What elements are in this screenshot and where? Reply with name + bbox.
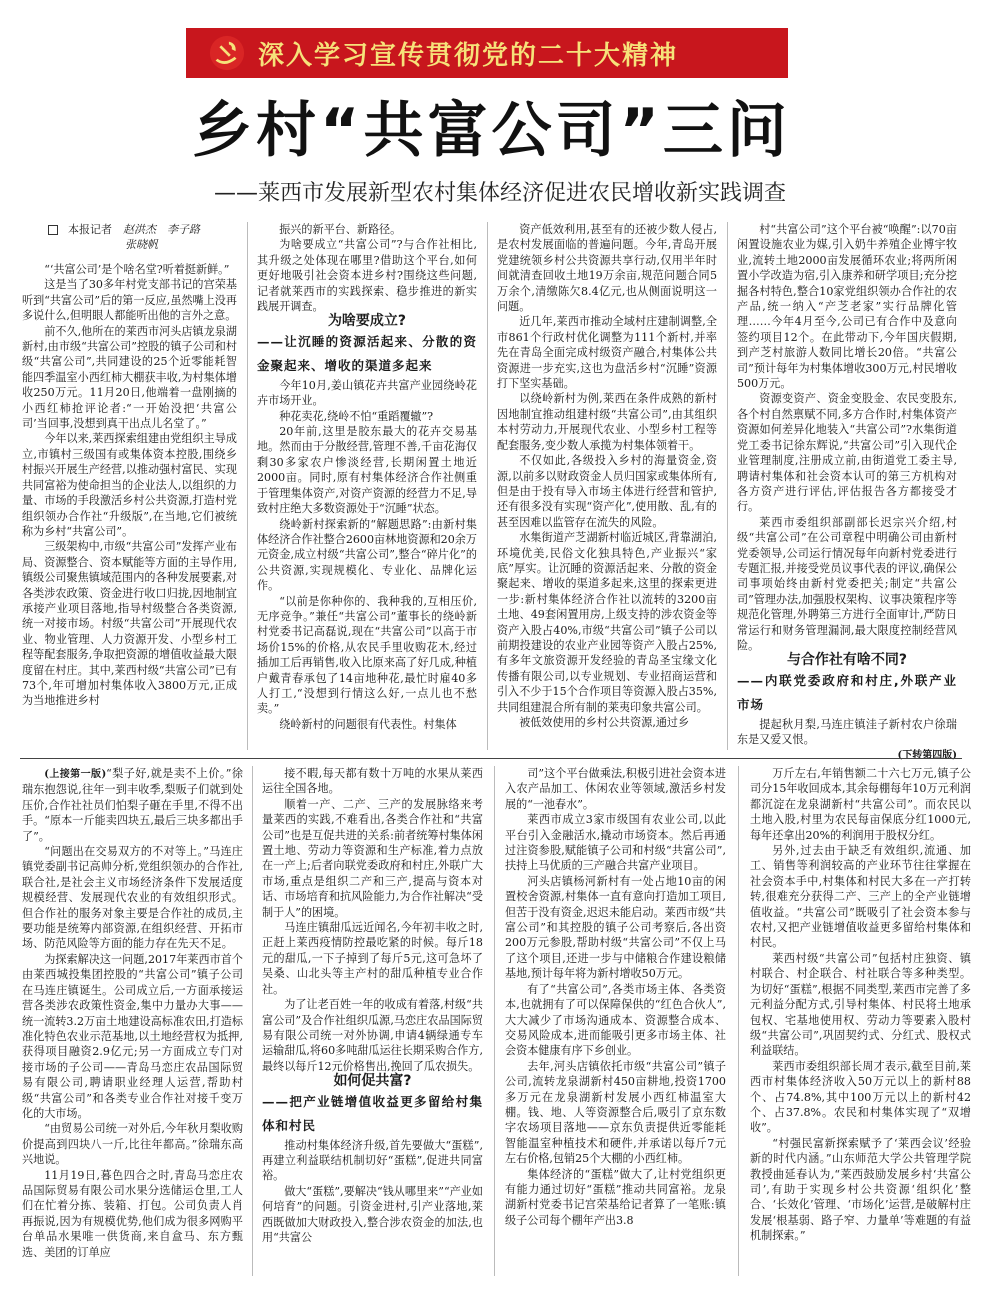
section-subtitle-2: ——内联党委政府和村庄,外联产业市场 bbox=[737, 672, 957, 712]
paragraph: “村强民富新探索赋予了‘莱西会议’经验新的时代内涵。”山东师范大学公共管理学院教授曲延春认为,“莱西鼓励发展乡村‘共富公司’,有助于实现乡村公共资源‘组织化’整合、‘长效化’管理、‘市场化’运营,是破解村庄发展‘根基弱、路子窄、力量单’等难题的有益机制探索。” bbox=[750, 1136, 971, 1243]
paragraph: 做大“蛋糕”,要解决“钱从哪里来”“产业如何培育”的问题。引资金进村,引产业落地,莱西既做加大财政投入,整合涉农资金的加法,也用“共富公 bbox=[262, 1184, 483, 1244]
paragraph: 绕岭新村探索新的“解题思路”:由新村集体经济合作社整合2600亩林地资源和20余万元资金,成立村级“共富公司”,整合“碎片化”的公共资源,实现规模化、专业化、品牌化运作。 bbox=[257, 517, 477, 593]
paragraph: 不仅如此,各级投入乡村的海量资金,资源,以前多以财政资金人员归国家或集体所有,但是由于投有导入市场主体进行经营和管护,还有很多没有实现“资产化”,使用散、乱,有的甚至因难以监管存在流失的风险。 bbox=[497, 454, 717, 529]
paragraph-group bbox=[22, 766, 243, 1260]
paragraph: 莱西市成立3家市级国有农业公司,以此平台引入金融活水,撬动市场资本。然后再通过注资参股,赋能镇子公司和村级“共富公司”,扶持上马优质的三产融合共富产业项目。 bbox=[505, 813, 726, 873]
paragraph: 有了“共富公司”,各类市场主体、各类资本,也就拥有了可以保障保供的“红色合伙人”,大大减少了市场沟通成本、资源整合成本、交易风险成本,进而能吸引更多市场主体、社会资本健康有序下乡创业。 bbox=[505, 982, 726, 1058]
column-rule bbox=[487, 222, 488, 750]
paragraph: “以前是你种你的、我种我的,互相压价,无序竞争。”兼任“共富公司”董事长的绕岭新村党委书记高磊说,现在“共富公司”以高于市场价15%的价格,从农民手里收购花木,经过插加工后再销售,收入比原来高了好几成,种植户戴青春承包了14亩地种花,最忙时雇40多人打工,“没想到行情这么好,一点儿也不愁卖。” bbox=[257, 594, 477, 716]
article-column-4 bbox=[737, 222, 957, 761]
column-rule bbox=[727, 222, 728, 750]
paragraph: 绕岭新村的问题很有代表性。村集体 bbox=[279, 717, 457, 731]
paragraph: 为探索解决这一问题,2017年莱西市首个由莱西城投集团控股的“共富公司”镇子公司在马连庄镇诞生。公司成立后,一方面承接运营各类涉农政策性资金,集中力量办大事——统一流转3.2万亩土地建设高标准农田,打造标准化特色农业示范基地,以土地经营权为抵押,获得项目融资2.9亿元;另一方面成立专门对接市场的子公司——青岛马恋庄农品国际贸易有限公司,聘请职业经理人运营,帮助村级“共富公司”和各类专业合作社对接千变万化的大市场。 bbox=[22, 952, 243, 1120]
paragraph: 另外,过去由于缺乏有效组织,流通、加工、销售等利润较高的产业环节往往掌握在社会资本手中,村集体和村民大多在一产打转转,很难充分获得二产、三产上的全产业链增值收益。“共富公司”既吸引了社会资本参与农村,又把产业链增值收益更多留给村集体和村民。 bbox=[750, 844, 971, 950]
paragraph: 马连庄镇甜瓜远近闻名,今年初丰收之时,正赶上莱西疫情防控最吃紧的时候。每斤18元的甜瓜,一下子掉到了每斤5元,这可急坏了吴桑、山北头等主产村的甜瓜种植专业合作社。 bbox=[262, 921, 483, 996]
article-column-8 bbox=[750, 766, 971, 1276]
byline-label: 本报记者 bbox=[68, 223, 112, 236]
paragraph: 为了让老百姓一年的收成有着落,村级“共富公司”及合作社组织瓜源,马恋庄农品国际贸易有限公司统一对外协调,申请4辆绿通专车运输甜瓜,将60多吨甜瓜运往长期采购合作方,最终以每斤12元价格售出,挽回了瓜农损失。 bbox=[262, 998, 483, 1073]
paragraph: 以绕岭新村为例,莱西在条件成熟的新村因地制宜推动组建村级“共富公司”,由其组织本村劳动力,开展现代农业、小型乡村工程等配套服务,变少数人承揽为村集体领着干。 bbox=[497, 392, 717, 452]
paragraph: 莱西市委组织部长周才表示,截至目前,莱西市村集体经济收入50万元以上的新村88个、占74.8%,其中100万元以上的新村42个、占37.8%。农民和村集体实现了“双增收”。 bbox=[750, 1059, 971, 1135]
paragraph-group bbox=[737, 717, 957, 748]
paragraph: “由贸易公司统一对外后,今年秋月梨收购价提高到四块八一斤,比往年都高。”徐瑞东高兴地说。 bbox=[22, 1122, 243, 1167]
paragraph: 11月19日,暮色四合之时,青岛马恋庄农品国际贸易有限公司水果分选储运仓里,工人们在忙着分拣、装箱、打包。公司负责人肖再振说,因为有规模优势,他们成为很多网购平台单品水果唯一供货商,来自盒马、东方甄选、美团的订单应 bbox=[22, 1168, 243, 1259]
section-title-3: 如何促共富? bbox=[333, 1073, 412, 1090]
paragraph: 司”这个平台做乘法,积极引进社会资本进入农产品加工、休闲农业等领域,激活乡村发展的“一池春水”。 bbox=[505, 767, 726, 811]
subheadline: ——莱西市发展新型农村集体经济促进农民增收新实践调查 bbox=[213, 181, 786, 206]
section-title-2: 与合作社有啥不同? bbox=[786, 652, 908, 669]
paragraph-text: “梨子好,就是卖不上价。”徐瑞东抱怨说,往年一到丰收季,梨贩子们就到处压价,合作社社员们怕梨子砸在手里,不得不出手。“原本一斤能卖四块五,最后三块多都出手了”。 bbox=[22, 767, 243, 843]
article-column-6 bbox=[262, 766, 483, 1276]
paragraph: “问题出在交易双方的不对等上。”马连庄镇党委副书记高帅分析,党组织领办的合作社,联合社,是社会主义市场经济条件下发展适度规模经营、发展现代农业的有效组织形式。但合作社的服务对象主要是合作社的成员,主要功能是统筹内部资源,在组织经营、开拓市场、防范风险等方面的能力存在先天不足。 bbox=[22, 845, 243, 951]
paragraph-group bbox=[505, 766, 726, 1228]
column-rule bbox=[247, 222, 248, 750]
paragraph: 推动村集体经济升级,首先要做大“蛋糕”,再建立利益联结机制切好“蛋糕”,促进共同富裕。 bbox=[262, 1138, 483, 1183]
section-title-1: 为啥要成立? bbox=[327, 313, 407, 330]
paragraph: 被低效使用的乡村公共资源,通过乡 bbox=[519, 716, 690, 729]
column-rule bbox=[252, 766, 253, 1276]
paragraph-group bbox=[22, 262, 237, 709]
paragraph: 万斤左右,年销售额二十六七万元,镇子公司分15年收回成本,其余每棚每年10万元利润都沉淀在龙泉湖新村“共富公司”。而农民以土地入股,村里为农民每亩保底分红1000元,每年还拿出20%的利润用于股权分红。 bbox=[750, 767, 971, 842]
paragraph: 水集街道产芝湖新村临近城区,背靠湖泊,环境优美,民俗文化独具特色,产业振兴“家底”厚实。让沉睡的资源活起来、分散的资金聚起来、增收的渠道多起来,这里的探索更进一步:新村集体经济合作社以流转的3200亩土地、49套闲置用房,上级支持的涉农资金等资产入股占40%,市级“共富公司”镇子公司以前期投建设的农业产业园等资产入股占25%,有多年文旅资源开发经验的青岛圣宝缘文化传播有限公司,以专业规划、专业招商运营和引入不少于15个合作项目等资源入股占35%,共同组建混合所有制的莱夷印象共富公司。 bbox=[497, 531, 717, 714]
byline-name-3: 张晓帆 bbox=[125, 238, 158, 251]
continued-from-note: (上接第一版) bbox=[44, 769, 107, 780]
article-column-7 bbox=[505, 766, 726, 1276]
banner-text: 深入学习宣传贯彻党的二十大精神 bbox=[258, 40, 679, 71]
paragraph: 莱西村级“共富公司”包括村庄独资、镇村联合、村企联合、村社联合等多种类型。为切好“蛋糕”,根据不同类型,莱西市完善了多元利益分配方式,引导村集体、村民将土地承包权、宅基地使用权、劳动力等要素入股村级“共富公司”,巩固契约式、分红式、股权式利益联结。 bbox=[750, 951, 971, 1058]
headline: 乡村“共富公司”三问 bbox=[192, 96, 791, 166]
paragraph: 资产低效利用,甚至有的还被少数人侵占,是农村发展面临的普遍问题。今年,青岛开展党建统领乡村公共资源共享行动,仅用半年时间就清查回收土地19万余亩,规范问题合同5万余个,清缴陈欠8.4亿元,也从侧面说明这一问题。 bbox=[497, 223, 717, 314]
section-subtitle-1: ——让沉睡的资源活起来、分散的资金聚起来、增收的渠道多起来 bbox=[257, 333, 477, 373]
paragraph: 去年,河头店镇依托市级“共富公司”镇子公司,流转龙泉湖新村450亩耕地,投资1700多万元在龙泉湖新村发展小西红柿温室大棚。钱、地、人等资源整合后,吸引了京东数字农场项目落地——京东负责提供近零能耗智能温室种植技术和硬件,并承诺以每斤7元左右价格,包销25个大棚的小西红柿。 bbox=[505, 1059, 726, 1166]
article-column-3 bbox=[497, 222, 717, 750]
paragraph-group bbox=[262, 766, 483, 1074]
paragraph: 提起秋月梨,马连庄镇洼子新村农户徐瑞东是又爱又恨。 bbox=[737, 717, 957, 747]
paragraph: 三级架构中,市级“共富公司”发挥产业布局、资源整合、资本赋能等方面的主导作用,镇级公司聚焦镇域范围内的各种发展要素,对各类涉农政策、资金进行收口归拢,因地制宜承接产业项目落地,指导村级整合各类资源,统一对接市场。村级“共富公司”开展现代农业、物业管理、人力资源开发、小型乡村工程等配套服务,争取把资源的增值收益最大限度留在村庄。其中,莱西村级“共富公司”已有73个,年可增加村集体收入3800万元,正成为当地推进乡村 bbox=[22, 540, 237, 708]
paragraph: 资源变资产、资金变股金、农民变股东,各个村自然禀赋不同,多方合作时,村集体资产资源如何差异化地装入“共富公司”?水集街道党工委书记徐东辉说,“共富公司”引入现代企业管理制度,注册成立前,由街道党工委主导,聘请村集体和社会资本认可的第三方机构对各方资产进行评估,评估报告各方都接受才行。 bbox=[737, 392, 957, 514]
continued-next-note: (下转第四版) bbox=[897, 749, 957, 761]
byline bbox=[22, 222, 237, 252]
section-subtitle-3: ——把产业链增值收益更多留给村集体和村民 bbox=[262, 1093, 483, 1133]
banner bbox=[186, 28, 788, 78]
paragraph: 20年前,这里是胶东最大的花卉交易基地。然而由于分散经营,管理不善,千亩花海仅剩30多家农户惨淡经营,长期闲置土地近2000亩。同时,原有村集体经济合作社侧重于管理集体资产,对资产资源的经营力不足,导致村庄绝大多数资源处于“沉睡”状态。 bbox=[257, 425, 477, 516]
column-rule bbox=[494, 766, 495, 1276]
paragraph: 村“共富公司”这个平台被“唤醒”:以70亩闲置设施农业为媒,引入奶牛养殖企业博宇牧业,流转土地2000亩发展循环农业;将两所闲置小学改造为宿,引入康养和研学项目;充分挖掘各村特色,整合10家党组织领办合作社的农产品,统一纳入“产芝老家”实行品牌化管理……今年4月至今,公司已有合作中及意向签约项目12个。在此带动下,今年国庆假期,到产芝村旅游人数同比增长20倍。“共富公司”预计每年为村集体增收300万元,村民增收500万元。 bbox=[737, 223, 957, 391]
paragraph: 种花卖花,绕岭不怕“重蹈覆辙”? bbox=[279, 409, 434, 423]
paragraph-group bbox=[262, 1138, 483, 1246]
paragraph: 集体经济的“蛋糕”做大了,让村党组织更有能力通过切好“蛋糕”推动共同富裕。龙泉湖新村党委书记宫荣基给记者算了一笔账:镇级子公司每个棚年产出3.8 bbox=[505, 1167, 726, 1227]
paragraph: 前不久,他所在的莱西市河头店镇龙泉湖新村,由市级“共富公司”控股的镇子公司和村级“共富公司”,共同建设的25个近零能耗智能四季温室小西红柿大棚获丰收,为村集体增收250万元。11月20日,他端着一盘刚摘的小西红柿抢评论者:“一开始没把‘共富公司’当回事,没想到真干出点儿名堂了。” bbox=[22, 324, 237, 431]
paragraph: 顺着一产、二产、三产的发展脉络来考量莱西的实践,不难看出,各类合作社和“共富公司”也是互促共进的关系:前者统筹村集体闲置土地、劳动力等资源和生产标准,着力点放在一产上;后者向联党委政府和村庄,外联广大市场,重点是组织二产和三产,提高与资本对话、市场培育和抗风险能力,为合作社解决“受制于人”的困境。 bbox=[262, 797, 483, 919]
byline-names: 赵洪杰 李子路 bbox=[123, 223, 200, 236]
paragraph-group bbox=[750, 766, 971, 1244]
paragraph-group bbox=[737, 222, 957, 653]
column-rule bbox=[738, 766, 739, 1276]
paragraph: 振兴的新平台、新路径。 bbox=[279, 223, 402, 236]
paragraph-group bbox=[257, 222, 477, 314]
paragraph bbox=[22, 766, 243, 844]
paragraph: “‘共富公司’是个啥名堂?听着挺新鲜。” bbox=[44, 263, 230, 276]
paragraph: 这是当了30多年村党支部书记的宫荣基听到“共富公司”后的第一反应,虽然嘴上没再多说什么,但明眼人都能听出他的言外之意。 bbox=[22, 278, 237, 323]
paragraph-group bbox=[257, 378, 477, 732]
paragraph: 今年以来,莱西探索组建由党组织主导成立,市镇村三级国有或集体资本控股,围绕乡村振兴开展生产经营,以推动强村富民、实现共同富裕为使命担当的企业法人,以组织的力量、市场的手段激活乡村公共资源,打造村党组织领办合作社“升级版”,在当地,它们被统称为乡村“共富公司”。 bbox=[22, 432, 237, 538]
article-column-5 bbox=[22, 766, 243, 1276]
paragraph: 今年10月,姜山镇花卉共富产业园绕岭花卉市场开业。 bbox=[257, 378, 477, 408]
paragraph: 近几年,莱西市推动全域村庄建制调整,全市861个行政村优化调整为111个新村,并率先在青岛全面完成村级资产融合,村集体公共资源进一步充实,这也为盘活乡村“沉睡”资源打下坚实基础。 bbox=[497, 315, 717, 391]
paragraph: 河头店镇杨河新村有一处占地10亩的闲置校舍资源,村集体一直有意向打造加工项目,但苦于没有资金,迟迟未能启动。莱西市级“共富公司”和其控股的镇子公司考察后,各出资200万元参股,帮助村级“共富公司”不仅上马了这个项目,还进一步与中储粮合作建设粮储基地,预计每年将为新村增收50万元。 bbox=[505, 874, 726, 981]
article-column-2 bbox=[257, 222, 477, 750]
paragraph-group bbox=[497, 222, 717, 730]
section-divider bbox=[20, 758, 962, 759]
paragraph: 莱西市委组织部副部长迟宗兴介绍,村级“共富公司”在公司章程中明确公司由新村党委领导,公司运行情况每年向新村党委进行专题汇报,并接受党员议事代表的评议,确保公司事项始终由新村党委把关;制定“共富公司”管理办法,加强股权架构、议事决策程序等规范化管理,外聘第三方进行全面审计,严防日常运行和财务管理漏洞,最大限度控制经营风险。 bbox=[737, 515, 957, 652]
paragraph: 接不暇,每天都有数十万吨的水果从莱西运往全国各地。 bbox=[262, 767, 483, 796]
paragraph: 为啥要成立“共富公司”?与合作社相比,其升级之处体现在哪里?借助这个平台,如何更好地吸引社会资本进乡村?围绕这些问题,记者就莱西市的实践探索、稳步推进的新实践展开调查。 bbox=[257, 238, 477, 314]
byline-box-icon bbox=[48, 225, 58, 235]
article-column-1 bbox=[22, 222, 237, 750]
party-emblem-icon bbox=[208, 34, 246, 72]
